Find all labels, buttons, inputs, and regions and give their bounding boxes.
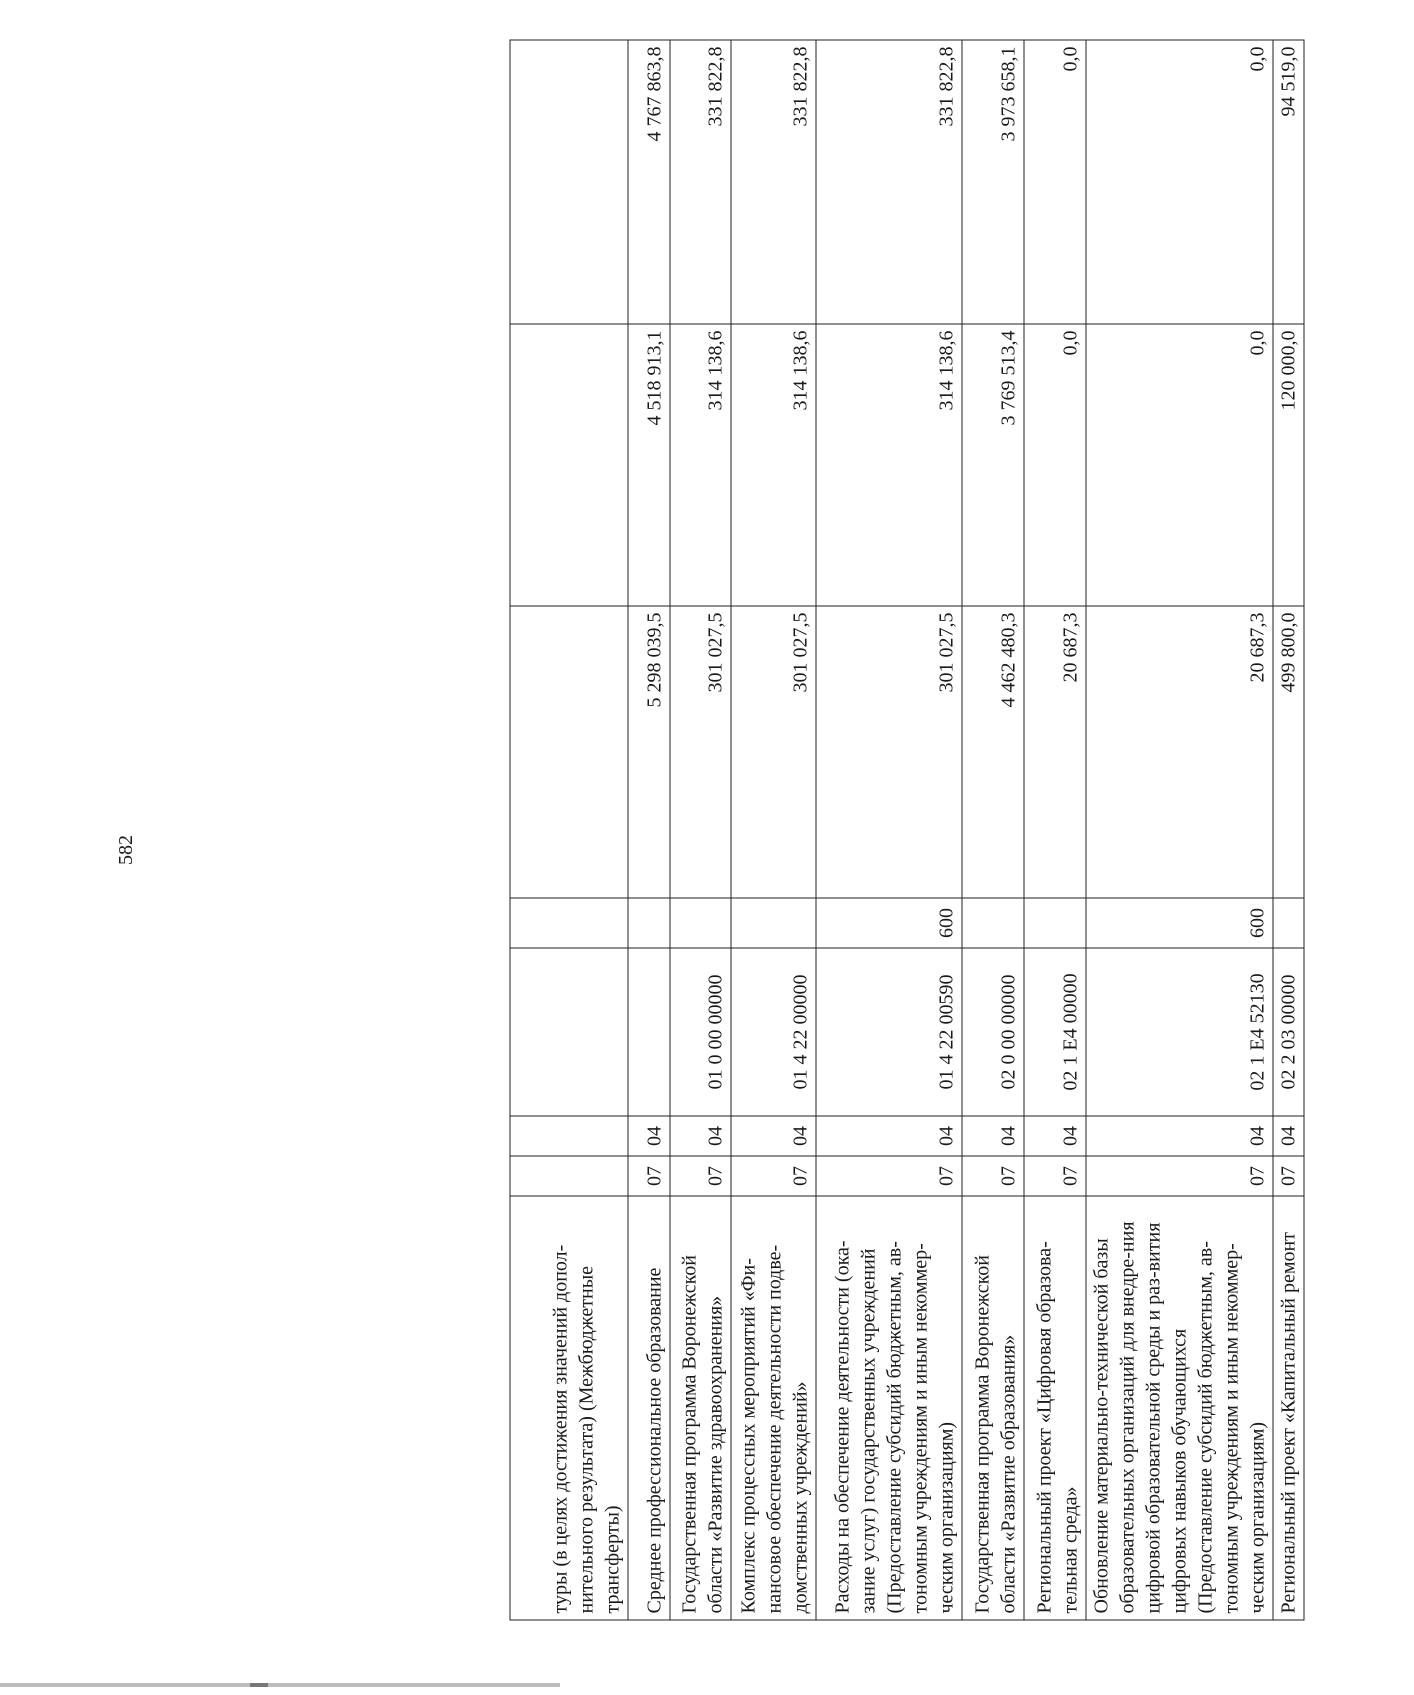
row-amount-2: 314 138,6 — [816, 324, 962, 606]
row-target-article: 02 1 Е4 52130 — [1086, 948, 1273, 1116]
row-subsection — [510, 1116, 628, 1156]
row-amount-2: 4 518 913,1 — [628, 324, 670, 606]
row-name: туры (в целях достижения значений допол-нительного результата) (Межбюджетные трансферты) — [510, 1196, 628, 1620]
row-amount-1: 4 462 480,3 — [962, 606, 1024, 898]
row-expense-type: 600 — [1086, 898, 1273, 948]
budget-table-rotated — [509, 40, 1414, 1620]
row-name: Государственная программа Воронежской области «Развитие здравоохранения» — [670, 1196, 731, 1620]
row-amount-2: 314 138,6 — [731, 324, 816, 606]
row-subsection: 04 — [1273, 1116, 1304, 1156]
row-target-article: 01 4 22 00590 — [816, 948, 962, 1116]
row-expense-type: 600 — [816, 898, 962, 948]
table-row — [962, 40, 1024, 1620]
row-subsection: 04 — [962, 1116, 1024, 1156]
row-name: Расходы на обеспечение деятельности (ока-зание услуг) государственных учреждений (Предоставление субсидий бюджетным, ав-тономным учреждениям и иным некоммер-ческим организациям) — [816, 1196, 962, 1620]
row-section: 07 — [1086, 1156, 1273, 1196]
row-amount-3: 0,0 — [1024, 40, 1086, 324]
row-subsection: 04 — [816, 1116, 962, 1156]
row-section: 07 — [816, 1156, 962, 1196]
row-amount-3: 4 767 863,8 — [628, 40, 670, 324]
row-section: 07 — [731, 1156, 816, 1196]
row-amount-3: 0,0 — [1086, 40, 1273, 324]
row-target-article: 02 2 03 00000 — [1273, 948, 1304, 1116]
row-amount-1: 301 027,5 — [670, 606, 731, 898]
row-name: Обновление материально-технической базы образовательных организаций для внедре-ния цифровой образовательной среды и раз-вития цифровых навыков обучающихся (Предоставление субсидий бюджетным, ав-тономным учреждениям и иным некоммер-ческим организациям) — [1086, 1196, 1273, 1620]
table-row — [1024, 40, 1086, 1620]
row-amount-3: 331 822,8 — [731, 40, 816, 324]
row-section: 07 — [962, 1156, 1024, 1196]
row-expense-type — [628, 898, 670, 948]
row-amount-1: 5 298 039,5 — [628, 606, 670, 898]
row-name: Региональный проект «Цифровая образова-тельная среда» — [1024, 1196, 1086, 1620]
row-amount-3: 3 973 658,1 — [962, 40, 1024, 324]
row-expense-type — [1024, 898, 1086, 948]
row-target-article — [510, 948, 628, 1116]
row-amount-2: 0,0 — [1024, 324, 1086, 606]
row-target-article: 02 0 00 00000 — [962, 948, 1024, 1116]
row-name: Региональный проект «Капитальный ремонт — [1273, 1196, 1304, 1620]
row-amount-1: 301 027,5 — [816, 606, 962, 898]
row-subsection: 04 — [1024, 1116, 1086, 1156]
row-amount-3 — [510, 40, 628, 324]
table-row — [510, 40, 628, 1620]
row-expense-type — [1273, 898, 1304, 948]
row-subsection: 04 — [628, 1116, 670, 1156]
row-amount-2 — [510, 324, 628, 606]
scan-edge-mark — [250, 1683, 268, 1687]
row-amount-2: 0,0 — [1086, 324, 1273, 606]
row-section: 07 — [1024, 1156, 1086, 1196]
row-amount-3: 331 822,8 — [670, 40, 731, 324]
row-section — [510, 1156, 628, 1196]
row-section: 07 — [670, 1156, 731, 1196]
row-expense-type — [510, 898, 628, 948]
row-amount-3: 94 519,0 — [1273, 40, 1304, 324]
row-amount-2: 3 769 513,4 — [962, 324, 1024, 606]
table-row — [1086, 40, 1273, 1620]
table-row — [816, 40, 962, 1620]
row-subsection: 04 — [731, 1116, 816, 1156]
row-amount-2: 314 138,6 — [670, 324, 731, 606]
row-expense-type — [731, 898, 816, 948]
row-amount-1: 499 800,0 — [1273, 606, 1304, 898]
row-amount-3: 331 822,8 — [816, 40, 962, 324]
budget-table-body — [510, 40, 1304, 1620]
row-expense-type — [670, 898, 731, 948]
scan-edge-strip — [0, 1683, 560, 1687]
row-amount-1: 20 687,3 — [1024, 606, 1086, 898]
row-amount-1 — [510, 606, 628, 898]
row-subsection: 04 — [670, 1116, 731, 1156]
row-name: Государственная программа Воронежской области «Развитие образования» — [962, 1196, 1024, 1620]
table-row — [670, 40, 731, 1620]
table-row — [731, 40, 816, 1620]
budget-table — [509, 39, 1304, 1620]
page-number: 582 — [115, 835, 137, 865]
table-row — [628, 40, 670, 1620]
row-target-article: 01 0 00 00000 — [670, 948, 731, 1116]
row-amount-2: 120 000,0 — [1273, 324, 1304, 606]
row-section: 07 — [628, 1156, 670, 1196]
row-target-article: 02 1 Е4 00000 — [1024, 948, 1086, 1116]
row-subsection: 04 — [1086, 1116, 1273, 1156]
row-amount-1: 301 027,5 — [731, 606, 816, 898]
row-amount-1: 20 687,3 — [1086, 606, 1273, 898]
row-target-article: 01 4 22 00000 — [731, 948, 816, 1116]
row-target-article — [628, 948, 670, 1116]
table-row — [1273, 40, 1304, 1620]
row-expense-type — [962, 898, 1024, 948]
row-section: 07 — [1273, 1156, 1304, 1196]
row-name: Среднее профессиональное образование — [628, 1196, 670, 1620]
row-name: Комплекс процессных мероприятий «Фи-нансовое обеспечение деятельности подве-домственных учреждений» — [731, 1196, 816, 1620]
